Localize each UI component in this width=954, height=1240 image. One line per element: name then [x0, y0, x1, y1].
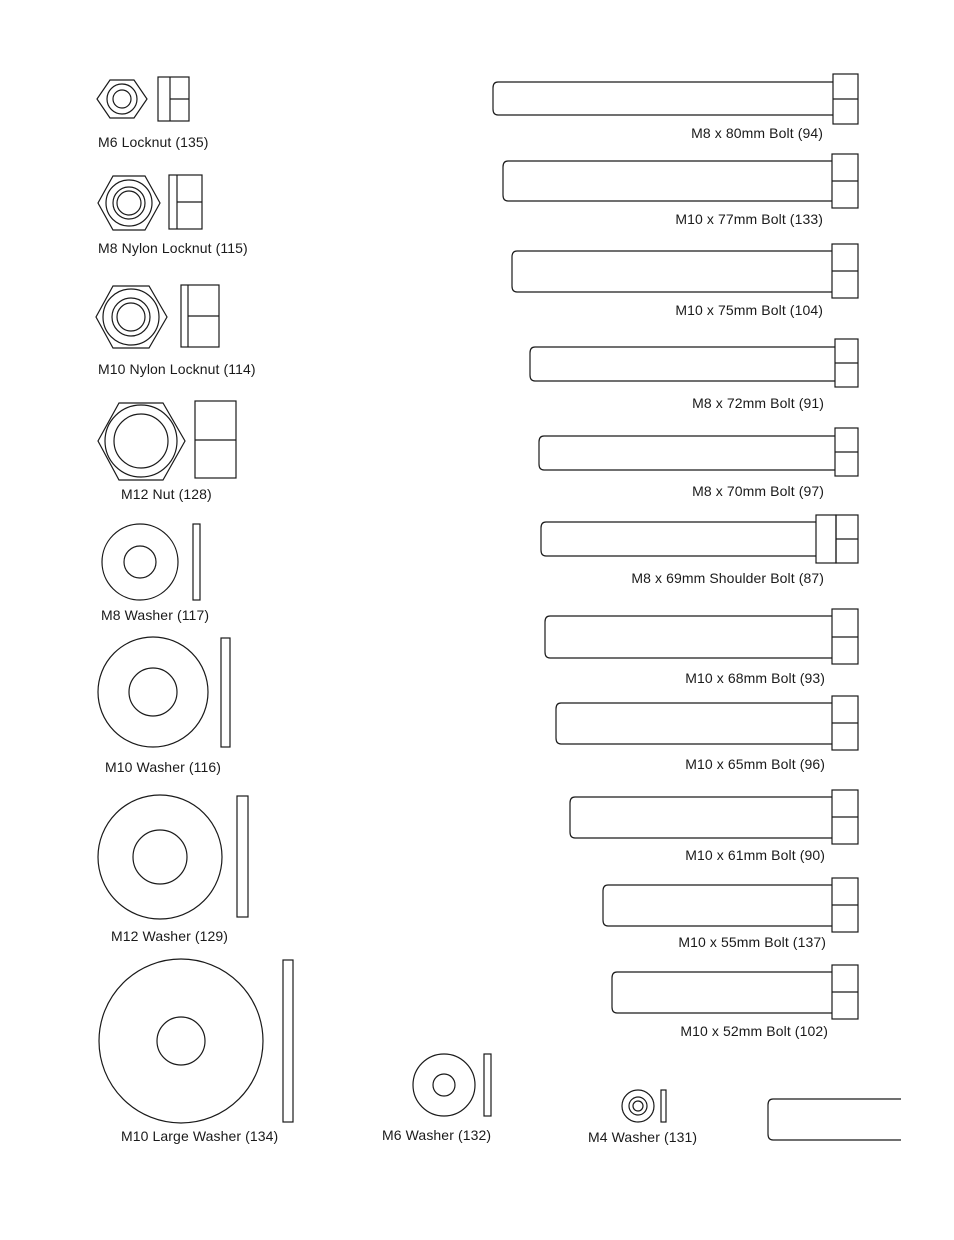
- m4-washer-label: M4 Washer (131): [588, 1129, 698, 1145]
- bolt-label: M10 x 77mm Bolt (133): [675, 211, 823, 227]
- m8-x-80mm-bolt-drawing: [493, 74, 858, 124]
- m12-washer-label: M12 Washer (129): [111, 928, 229, 944]
- bolt-label: M8 x 80mm Bolt (94): [691, 125, 823, 141]
- m10-x-65mm-bolt-drawing: [556, 696, 858, 750]
- bolt-label: M10 x 55mm Bolt (137): [678, 934, 826, 950]
- m10-washer-label: M10 Washer (116): [105, 759, 221, 775]
- m10-nylon-locknut-drawing: [96, 285, 219, 348]
- m12-nut-label: M12 Nut (128): [121, 486, 212, 502]
- bolt-label: M10 x 65mm Bolt (96): [685, 756, 825, 772]
- m10-x-55mm-bolt-drawing: [603, 878, 858, 932]
- m6-washer-drawing: [413, 1054, 491, 1116]
- bolt-label: M8 x 70mm Bolt (97): [692, 483, 824, 499]
- m8-nylon-locknut-drawing: [98, 175, 202, 230]
- m10-washer-drawing: [98, 637, 230, 747]
- m6-washer-label: M6 Washer (132): [382, 1127, 492, 1143]
- m10-x-68mm-bolt-drawing: [545, 609, 858, 664]
- m10-x-77mm-bolt-drawing: [503, 154, 858, 208]
- m10-large-washer-label: M10 Large Washer (134): [121, 1128, 279, 1144]
- m4-washer-drawing: [622, 1090, 666, 1122]
- m8-nylon-locknut-label: M8 Nylon Locknut (115): [98, 240, 248, 256]
- m8-x-70mm-bolt-drawing: [539, 428, 858, 476]
- bolt-label: M10 x 52mm Bolt (102): [680, 1023, 828, 1039]
- bolt-label: M10 x 68mm Bolt (93): [685, 670, 825, 686]
- m8-x-72mm-bolt-drawing: [530, 339, 858, 387]
- m6-locknut-label: M6 Locknut (135): [98, 134, 209, 150]
- m8-washer-drawing: [102, 524, 200, 600]
- m12-washer-drawing: [98, 795, 248, 919]
- m10-large-washer-drawing: [99, 959, 293, 1123]
- partial-bolt-drawing: [768, 1099, 901, 1140]
- m10-x-61mm-bolt-drawing: [570, 790, 858, 844]
- m8-x-69mm-shoulder-bolt-drawing: [541, 515, 858, 563]
- bolt-label: M10 x 61mm Bolt (90): [685, 847, 825, 863]
- m8-washer-label: M8 Washer (117): [101, 607, 210, 623]
- m10-x-75mm-bolt-drawing: [512, 244, 858, 298]
- bolt-label: M8 x 69mm Shoulder Bolt (87): [631, 570, 824, 586]
- m12-nut-drawing: [98, 401, 236, 480]
- bolt-label: M10 x 75mm Bolt (104): [675, 302, 823, 318]
- m10-nylon-locknut-label: M10 Nylon Locknut (114): [98, 361, 256, 377]
- m10-x-52mm-bolt-drawing: [612, 965, 858, 1019]
- bolt-label: M8 x 72mm Bolt (91): [692, 395, 824, 411]
- m6-locknut-drawing: [97, 77, 189, 121]
